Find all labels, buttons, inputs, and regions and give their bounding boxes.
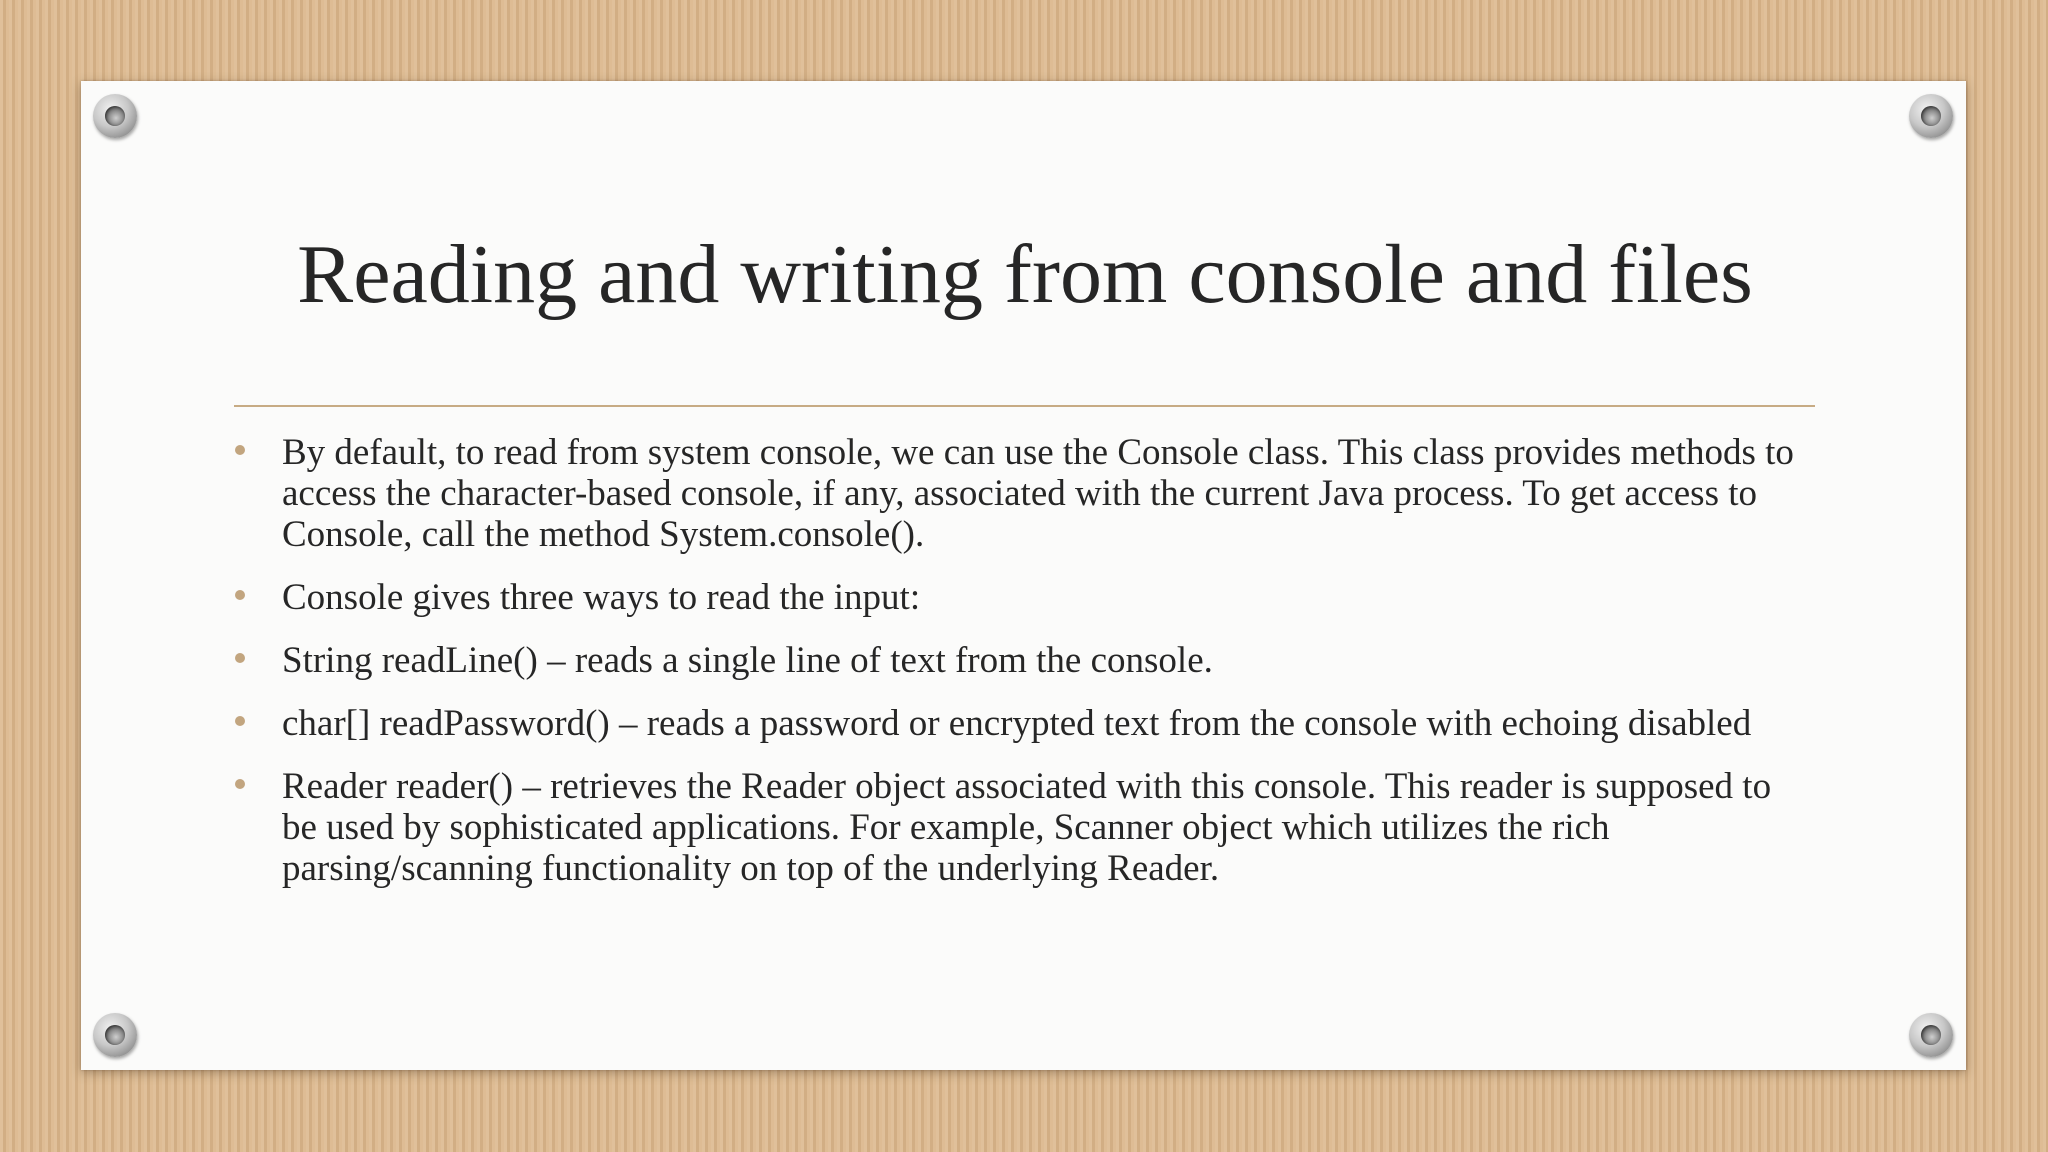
title-divider (234, 405, 1815, 407)
bullet-item (234, 577, 1794, 618)
bullet-item (234, 703, 1794, 744)
bullet-item (234, 432, 1794, 555)
bullet-text: String readLine() – reads a single line of text from the console. (282, 640, 1213, 681)
bullet-dot-icon (235, 779, 245, 789)
grommet-bottom-right-icon (1909, 1013, 1953, 1057)
slide-title: Reading and writing from console and files (297, 228, 1753, 321)
bullet-dot-icon (235, 590, 245, 600)
bullet-item (234, 766, 1794, 889)
grommet-top-left-icon (93, 94, 137, 138)
bullet-text: char[] readPassword() – reads a password or encrypted text from the console with echoing disabled (282, 703, 1752, 744)
bullet-text: Reader reader() – retrieves the Reader object associated with this console. This reader is supposed to be used by sophisticated applications. For example, Scanner object which utilizes the rich parsing/scanning functionality on top of the underlying Reader. (282, 766, 1772, 889)
grommet-bottom-left-icon (93, 1013, 137, 1057)
bullet-text: Console gives three ways to read the input: (282, 577, 921, 618)
bullet-dot-icon (235, 716, 245, 726)
bullet-text: By default, to read from system console, we can use the Console class. This class provides methods to access the character-based console, if any, associated with the current Java process. To get access to Console, call the method System.console(). (282, 432, 1794, 555)
bullet-list (234, 432, 1794, 911)
grommet-top-right-icon (1909, 94, 1953, 138)
bullet-dot-icon (235, 445, 245, 455)
bullet-dot-icon (235, 653, 245, 663)
bullet-item (234, 640, 1794, 681)
